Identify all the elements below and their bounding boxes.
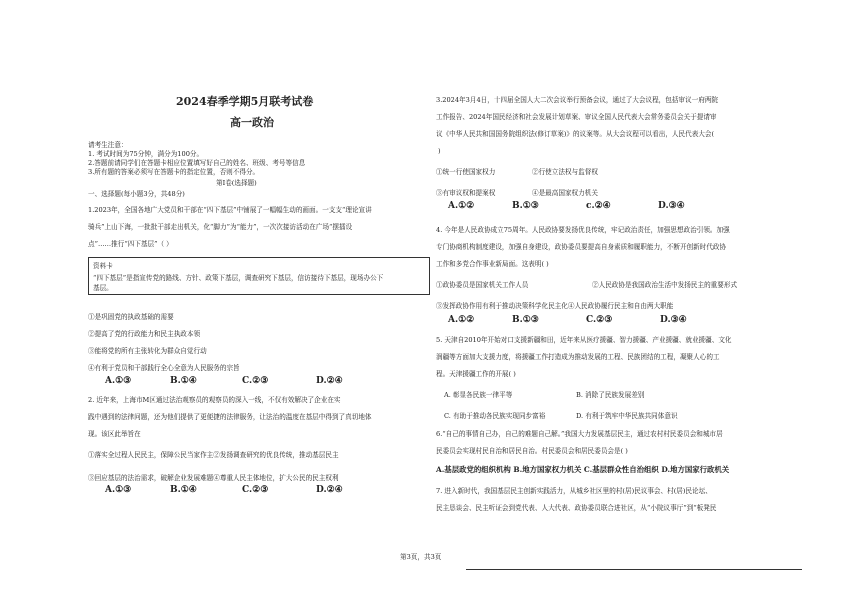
q6-options: A.基层政党的组织机构 B.地方国家权力机关 C.基层群众性自治组织 D.地方国家行政机关 — [436, 465, 730, 474]
q3-item: ③有审议权和提案权 — [436, 189, 496, 197]
info-card — [88, 257, 430, 295]
q1-stem-line: 骑兵”上山下海，一批批干部走出机关，化“脚力”为“能力”，一次次接访活动在广场“摆擂设 — [88, 223, 353, 231]
q2-item: ①落实全过程人民民主，保障公民当家作主②发扬调查研究的优良传统，推动基层民主 — [88, 451, 339, 459]
q2-options — [105, 486, 356, 494]
option-c: C.②③ — [242, 376, 269, 386]
q5-stem-line: 润疆等方面加大支援力度，将援疆工作打造成为推动发展的工程、民族团结的工程，凝聚人心的工 — [436, 353, 720, 361]
q3-stem-line: 工作报告、2024年国民经济和社会发展计划草案、审议全国人民代表大会常务委员会关于提请审 — [436, 113, 717, 121]
info-card-title: 资料卡 — [93, 262, 113, 270]
q5-item: B. 消除了民族发展差别 — [576, 391, 645, 399]
q3-options — [448, 202, 698, 210]
q7-stem-line: 7. 进入新时代，我国基层民主创新实践活力，从城乡社区里的村(居)民议事会、村(居)民论坛、 — [436, 487, 712, 495]
q3-stem-line: 议《中华人民共和国国务院组织法(修订草案)》的议案等。从大会议程可以看出，人民代表大会( — [436, 130, 715, 138]
q4-item: ②人民政协是我国政治生活中发扬民主的重要形式 — [592, 281, 738, 289]
option-d: D.③④ — [658, 201, 685, 211]
q3-stem-line: 3.2024年3月4日，十四届全国人大二次会议举行预备会议，通过了大会议程，包括审议一府两院 — [436, 96, 719, 104]
q4-stem-line: 工作和多党合作事业新局面。这表明( ) — [436, 260, 549, 268]
option-b: B.①④ — [170, 485, 197, 495]
option-b: B.①③ — [512, 315, 539, 325]
q3-stem-line: ) — [438, 147, 441, 155]
option-b: B.①④ — [170, 376, 197, 386]
q4-stem-line: 4. 今年是人民政协成立75周年。人民政协要发扬优良传统，牢记政治责任，加强思想政治引领。加强 — [436, 226, 730, 234]
option-a: A.①③ — [105, 485, 132, 495]
q5-item: A. 彰显各民族一律平等 — [444, 391, 513, 399]
q6-stem-line: 6.“自己的事情自己办，自己的难题自己解。”我国大力发展基层民主，通过农村村民委员会和城市居 — [436, 430, 723, 438]
q3-item: ②行使立法权与监督权 — [532, 168, 598, 176]
q4-options — [448, 316, 700, 324]
divider-line — [466, 569, 802, 570]
q1-item: ①是巩固党的执政基础的需要 — [88, 313, 174, 321]
q2-stem-line: 践中遇到的法律问题，还为他们提供了更便捷的法律服务，让法治的温度在基层中得到了真切地体 — [88, 413, 372, 421]
option-c: C.②③ — [242, 485, 269, 495]
option-b: B.①③ — [512, 201, 539, 211]
q1-item: ③能将党的所有主张转化为群众自觉行动 — [88, 347, 207, 355]
q3-item: ①统一行使国家权力 — [436, 168, 496, 176]
option-d: D.②④ — [316, 485, 343, 495]
q1-item: ②提高了党的行政能力和民主执政本领 — [88, 330, 201, 338]
q2-stem-line: 现。该区此举旨在 — [88, 430, 141, 438]
option-d: D.③④ — [660, 315, 687, 325]
option-a: A.①② — [448, 201, 475, 211]
page-footer: 第3页，共3页 — [400, 553, 442, 561]
volume-heading: 第Ⅰ卷(选择题) — [216, 179, 257, 187]
q1-item: ④有利于党员和干部践行全心全意为人民服务的宗旨 — [88, 364, 240, 372]
q2-item: ③回应基层的法治需求，破解企业发展难题④尊重人民主体地位，扩大公民的民主权利 — [88, 474, 339, 482]
q2-stem-line: 2. 近年来，上海市M区通过法治观察员的观察员的深入一线，不仅有效解决了企业在实 — [88, 396, 341, 404]
q7-stem-line: 民主恳谈会、民主听证会到党代表、人大代表、政协委员联合进社区，从“小院议事厅”到“板凳民 — [436, 504, 717, 512]
option-a: A.①③ — [105, 376, 132, 386]
option-a: A.①② — [448, 315, 475, 325]
option-d: D.②④ — [316, 376, 343, 386]
q4-stem-line: 专门协商机构制度建设，加强自身建设，政协委员要提高自身素质和履职能力，不断开创新时代政协 — [436, 243, 727, 251]
q1-options — [105, 377, 356, 385]
q5-item: D. 有利于筑牢中华民族共同体意识 — [576, 412, 678, 420]
q5-stem-line: 程。天津援疆工作的开展( ) — [436, 370, 516, 378]
q6-stem-line: 民委员会实现村民自治和居民自治。村民委员会和居民委员会是( ) — [436, 447, 628, 455]
q4-item: ①政协委员是国家机关工作人员 — [436, 281, 529, 289]
exam-title: 2024春季学期5月联考试卷 — [176, 95, 314, 108]
q1-stem-line: 1.2023年，全国各地广大党员和干部在“四下基层”中铺展了一幅幅生动的画面。一支支“理论宣讲 — [88, 206, 372, 214]
option-c: c.②④ — [586, 201, 611, 211]
notice-line: 2.答题前请同学们在答题卡相应位置填写好自己的姓名、班级、考号等信息 — [88, 159, 306, 167]
notice-line: 1. 考试时间为75分钟，满分为100分。 — [88, 150, 204, 158]
info-card-line: 基层。 — [93, 284, 113, 292]
q4-item: ③发挥政协作用有利于推动决策科学化民主化④人民政协履行民主和自由两大职能 — [436, 302, 674, 310]
subject-title: 高一政治 — [230, 116, 274, 129]
option-c: C.②③ — [586, 315, 613, 325]
notice-head: 请考生注意： — [88, 141, 128, 149]
notice-line: 3.所有题的答案必须写在答题卡的指定位置，否则不得分。 — [88, 168, 260, 176]
q3-item: ④是最高国家权力机关 — [532, 189, 598, 197]
q5-item: C. 有助于推动各民族实现同步富裕 — [444, 412, 546, 420]
q1-stem-line: 点”……推行“四下基层”（ ） — [88, 240, 173, 248]
info-card-line: “四下基层”是指宣传党的路线、方针、政策下基层，调查研究下基层，信访接待下基层，现场办公下 — [93, 274, 384, 282]
q5-stem-line: 5. 天津自2010年开始对口支援新疆和田，近年来从医疗援疆、智力援疆、产业援疆、就业援疆、文化 — [436, 336, 732, 344]
section-heading: 一、选择题(每小题3分，共48分) — [88, 190, 185, 198]
